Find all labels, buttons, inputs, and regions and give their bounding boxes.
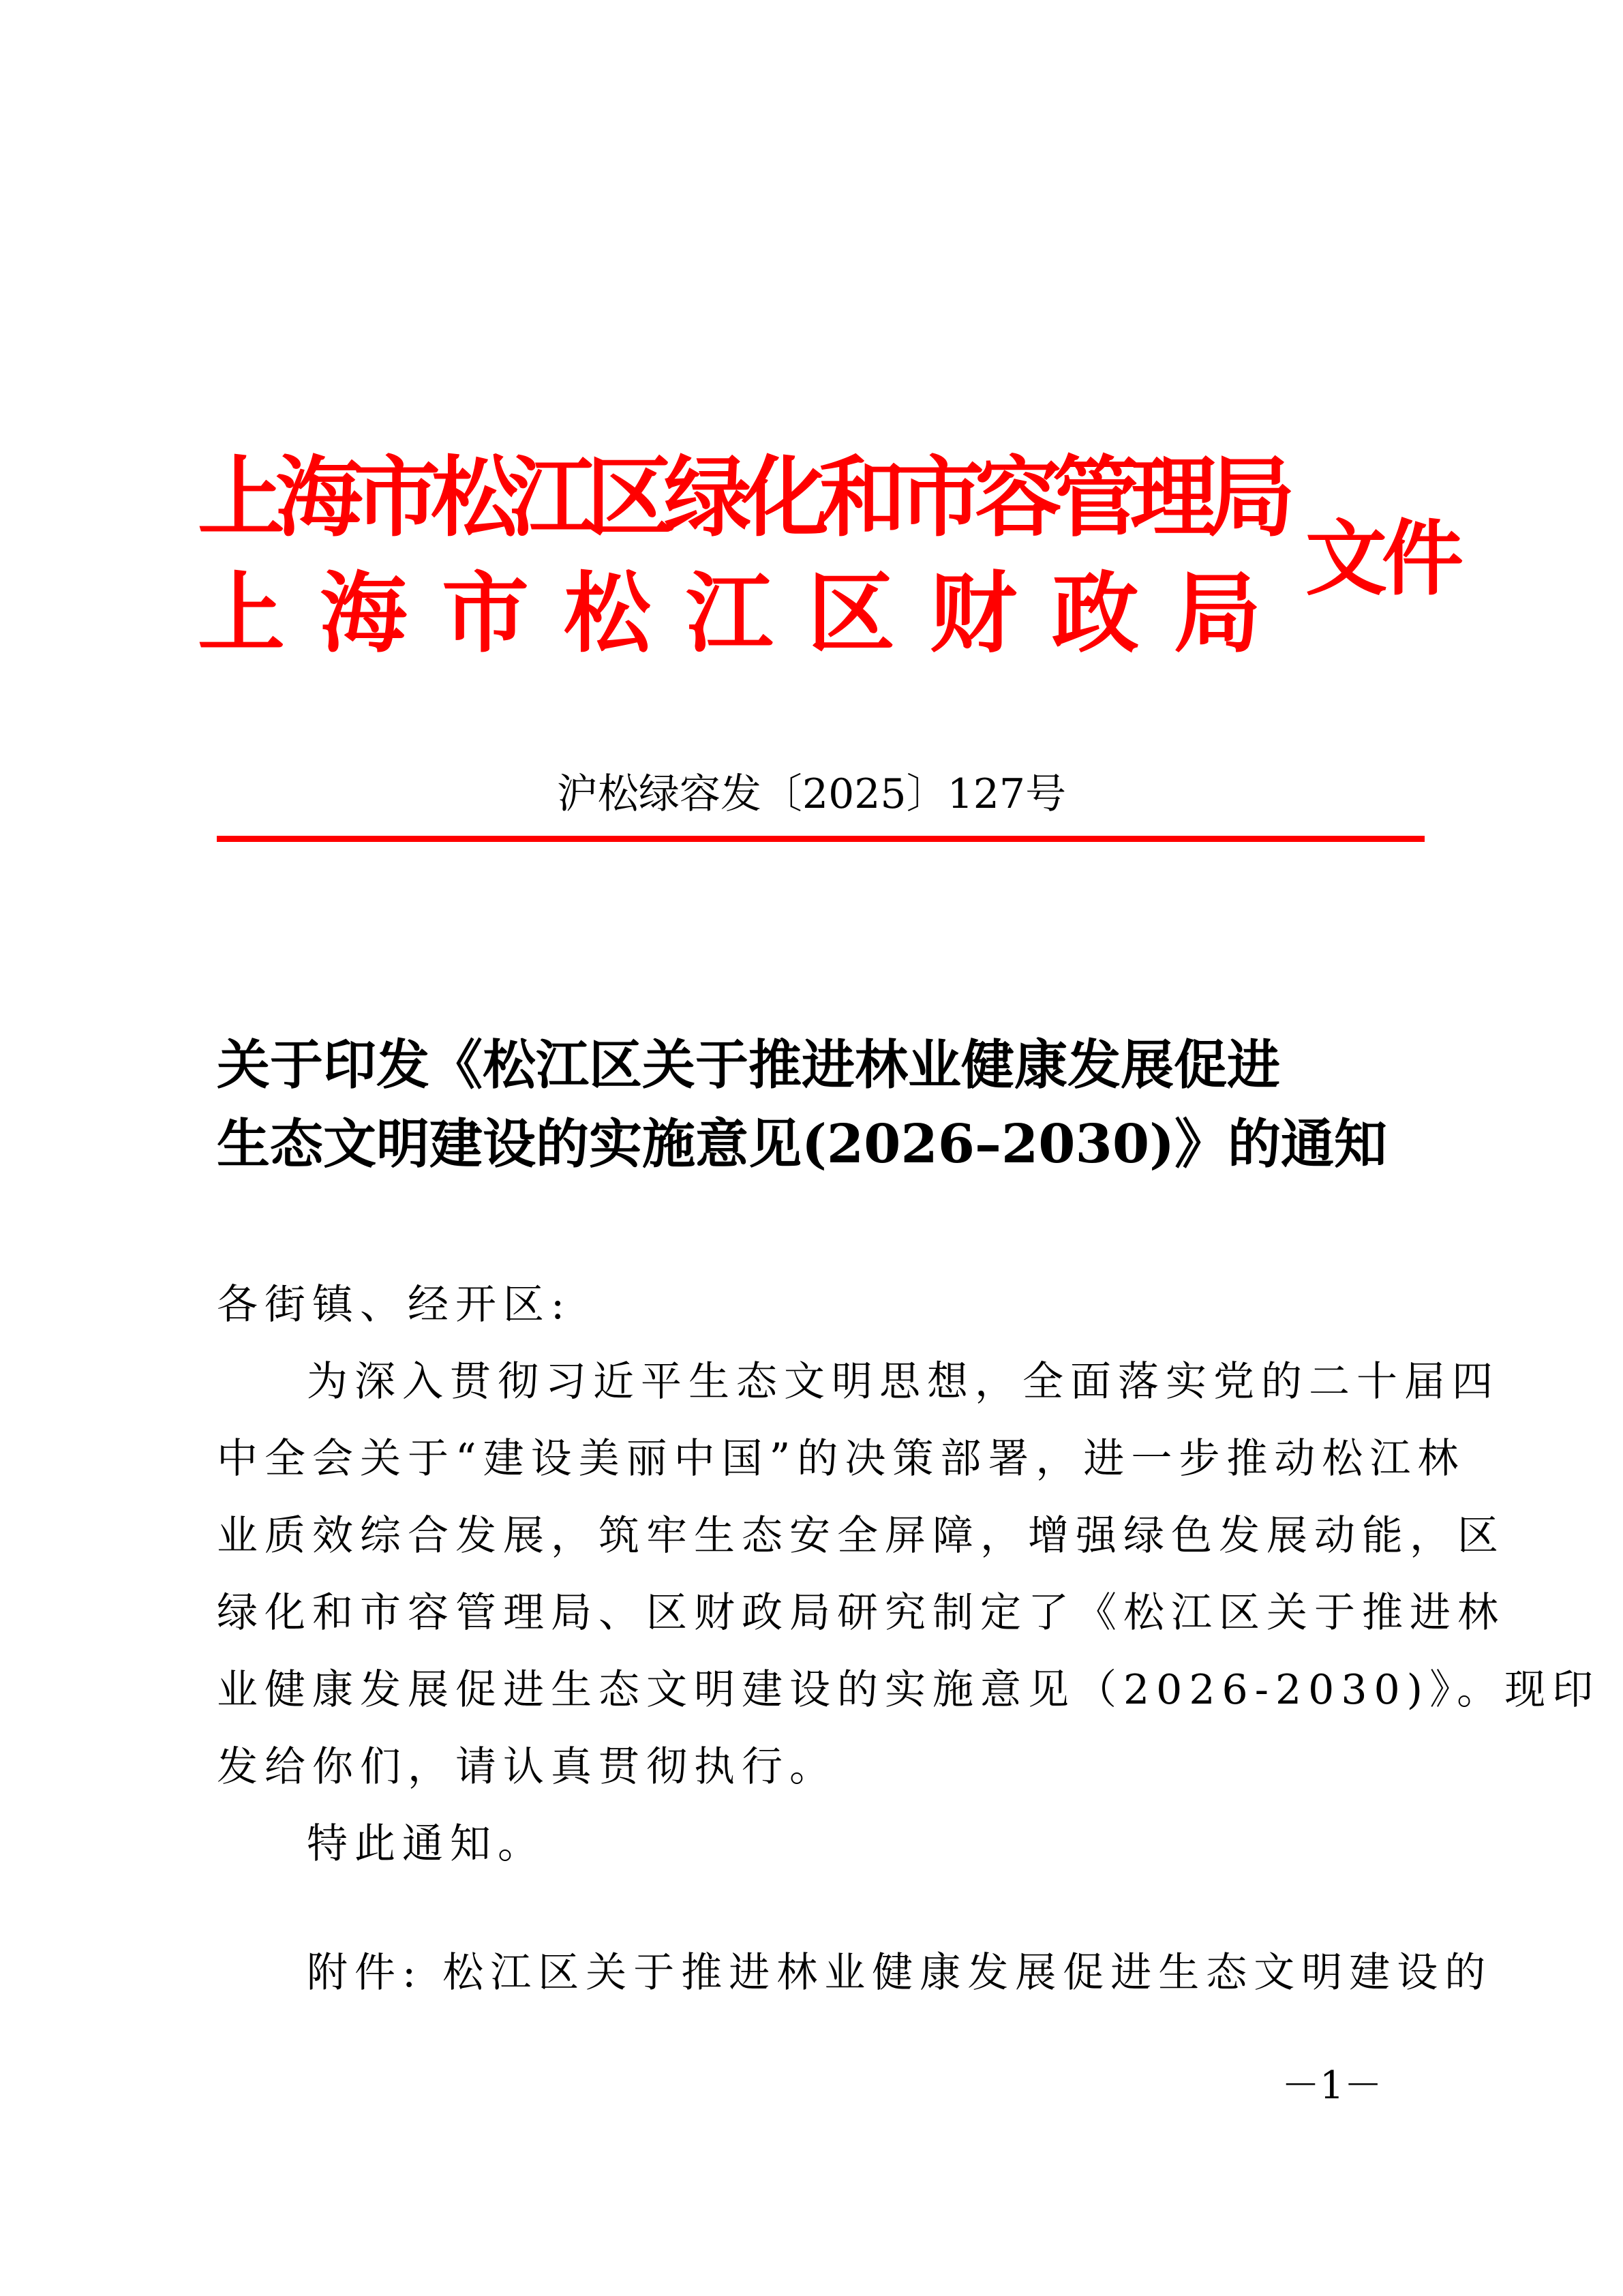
attachment-line: 附件: 松江区关于推进林业健康发展促进生态文明建设的 [307,1949,1493,1997]
issuer-name-greening-bureau: 上海市松江区绿化和市容管理局 [198,447,1286,549]
issuer-char: 财 [929,562,1017,665]
paragraph-line: 业质效综合发展，筑牢生态安全屏障，增强绿色发展动能，区 [217,1512,1505,1560]
page-number: －1－ [1281,2064,1382,2108]
issuer-char: 松 [563,562,651,665]
issuer-char: 江 [685,562,773,665]
issuer-char: 政 [1051,562,1139,665]
issuer-char: 上 [198,562,286,665]
paragraph-line: 中全会关于“建设美丽中国”的决策部署，进一步推动松江林 [217,1435,1466,1483]
document-title [217,1026,1425,1184]
document-type-label: 文件 [1305,511,1458,607]
issuer-char: 海 [319,562,407,665]
issuer-char: 局 [1173,562,1261,665]
paragraph-line: 绿化和市容管理局、区财政局研究制定了《松江区关于推进林 [217,1589,1505,1637]
red-divider-rule [217,836,1425,842]
title-line-1: 关于印发《松江区关于推进林业健康发展促进 [217,1034,1281,1096]
issuer-name-finance-bureau [198,559,1261,668]
title-line-2: 生态文明建设的实施意见(2026–2030)》的通知 [217,1113,1387,1175]
issuer-char: 市 [441,562,529,665]
paragraph-line: 为深入贯彻习近平生态文明思想，全面落实党的二十届四 [307,1358,1500,1406]
paragraph-line: 业健康发展促进生态文明建设的实施意见（2026-2030)》。现印 [217,1666,1601,1714]
salutation: 各街镇、经开区: [217,1281,572,1329]
closing-line: 特此通知。 [307,1820,545,1868]
issuer-char: 区 [807,562,895,665]
document-number: 沪松绿容发〔2025〕127号 [556,770,1067,818]
attachment-note [217,1935,1493,2012]
body-paragraph [217,1344,1601,1883]
paragraph-line: 发给你们，请认真贯彻执行。 [217,1743,837,1791]
